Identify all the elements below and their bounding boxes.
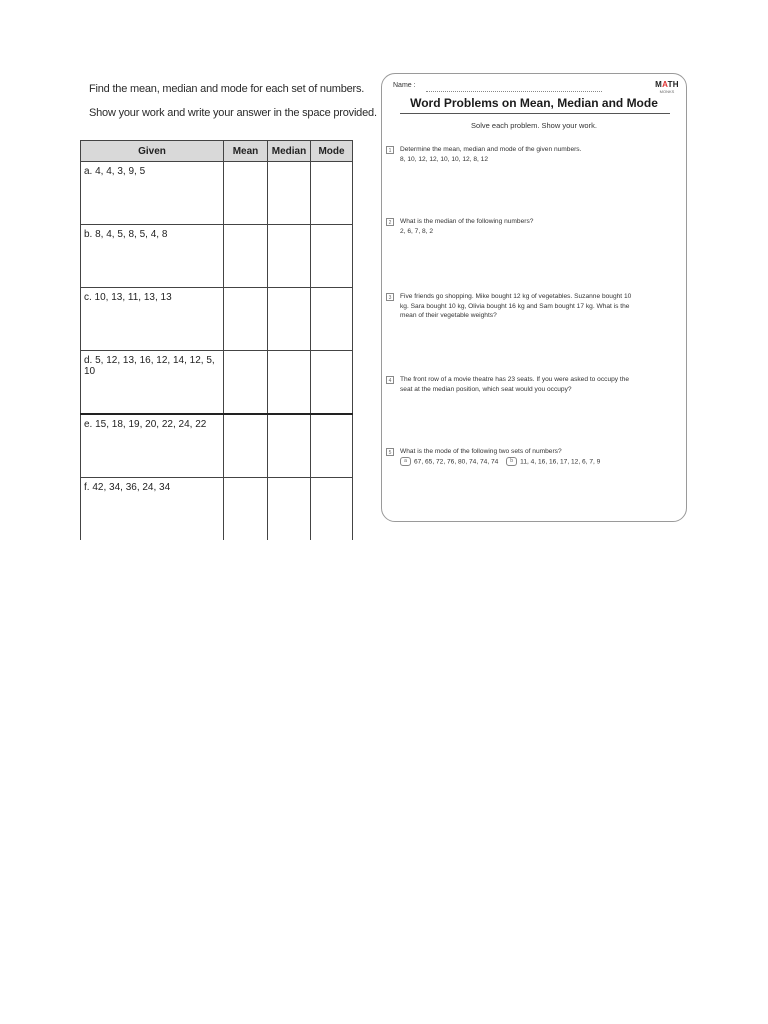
median-answer-cell[interactable] [268, 162, 311, 225]
mode-answer-cell[interactable] [311, 478, 353, 541]
worksheet-subtitle: Solve each problem. Show your work. [471, 121, 597, 130]
median-answer-cell[interactable] [268, 478, 311, 541]
mode-answer-cell[interactable] [311, 288, 353, 351]
question-number: 4 [386, 376, 394, 384]
question-text: mean of their vegetable weights? [400, 312, 497, 319]
question-text: What is the median of the following numbers? [400, 218, 534, 225]
table-row [81, 414, 353, 478]
table-row [81, 478, 353, 541]
mean-answer-cell[interactable] [224, 414, 268, 478]
given-cell: b. 8, 4, 5, 8, 5, 4, 8 [81, 225, 224, 288]
option-a [400, 457, 498, 467]
worksheet-table [80, 140, 352, 525]
given-cell: e. 15, 18, 19, 20, 22, 24, 22 [81, 414, 224, 478]
median-answer-cell[interactable] [268, 225, 311, 288]
question-number: 1 [386, 146, 394, 154]
header-given: Given [81, 141, 224, 162]
question-number: 2 [386, 218, 394, 226]
question-number: 3 [386, 293, 394, 301]
logo-letters: TH [667, 80, 679, 89]
option-text: 11, 4, 16, 16, 17, 12, 6, 7, 9 [520, 457, 601, 465]
header-median: Median [268, 141, 311, 162]
mean-answer-cell[interactable] [224, 288, 268, 351]
logo-letter-accent: A [662, 80, 668, 89]
table-row [81, 351, 353, 415]
question-text: 2, 6, 7, 8, 2 [400, 227, 433, 235]
mode-answer-cell[interactable] [311, 351, 353, 415]
name-input-line[interactable] [426, 91, 602, 92]
mean-answer-cell[interactable] [224, 162, 268, 225]
median-answer-cell[interactable] [268, 288, 311, 351]
mean-answer-cell[interactable] [224, 478, 268, 541]
word-problems-worksheet [381, 73, 687, 522]
mean-answer-cell[interactable] [224, 225, 268, 288]
question-text: 8, 10, 12, 12, 10, 10, 12, 8, 12 [400, 155, 488, 163]
table-header-row [81, 141, 353, 162]
given-cell: a. 4, 4, 3, 9, 5 [81, 162, 224, 225]
given-cell: f. 42, 34, 36, 24, 34 [81, 478, 224, 541]
instruction-line-2: Show your work and write your answer in the space provided. [89, 107, 377, 119]
mean-answer-cell[interactable] [224, 351, 268, 415]
title-divider [400, 113, 670, 114]
option-badge: a [400, 457, 411, 466]
given-cell: c. 10, 13, 11, 13, 13 [81, 288, 224, 351]
table-row [81, 162, 353, 225]
question-text: What is the mode of the following two sets of numbers? [400, 448, 562, 455]
median-answer-cell[interactable] [268, 351, 311, 415]
instruction-line-1: Find the mean, median and mode for each set of numbers. [89, 83, 365, 95]
logo-letter: M [655, 80, 663, 89]
mode-answer-cell[interactable] [311, 414, 353, 478]
question-text: seat at the median position, which seat would you occupy? [400, 385, 572, 393]
question-text: kg. Sara bought 10 kg, Olivia bought 16 kg and Sam bought 17 kg. What is the [400, 302, 630, 310]
option-text: 67, 65, 72, 76, 80, 74, 74, 74 [414, 457, 499, 465]
table-row [81, 225, 353, 288]
table-row [81, 288, 353, 351]
math-monks-logo [652, 80, 682, 94]
mode-answer-cell[interactable] [311, 162, 353, 225]
logo-subtext: MONKS [659, 89, 675, 94]
median-answer-cell[interactable] [268, 414, 311, 478]
name-label: Name : [393, 82, 416, 89]
given-cell: d. 5, 12, 13, 16, 12, 14, 12, 5, 10 [81, 351, 224, 415]
header-mean: Mean [224, 141, 268, 162]
option-b [506, 457, 600, 467]
question-text: Five friends go shopping. Mike bought 12 kg of vegetables. Suzanne bought 10 [400, 293, 632, 300]
question-options [400, 457, 685, 467]
header-mode: Mode [311, 141, 353, 162]
question-text: The front row of a movie theatre has 23 seats. If you were asked to occupy the [400, 376, 630, 383]
option-badge: b [506, 457, 517, 466]
mode-answer-cell[interactable] [311, 225, 353, 288]
question-text: Determine the mean, median and mode of the given numbers. [400, 146, 582, 153]
worksheet-title: Word Problems on Mean, Median and Mode [410, 96, 658, 110]
question-number: 5 [386, 448, 394, 456]
